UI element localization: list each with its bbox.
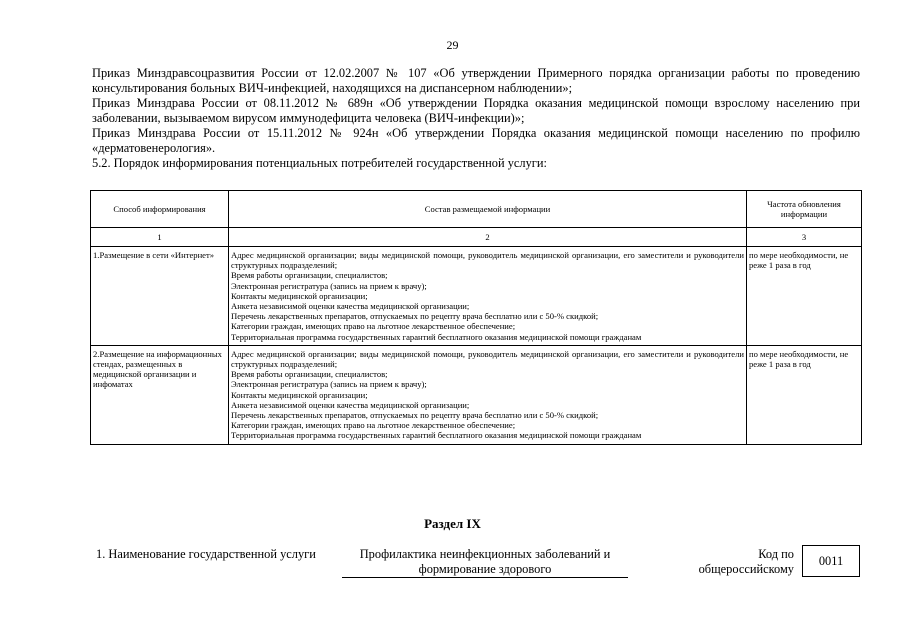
info-line: Контакты медицинской организации; [231, 290, 368, 301]
info-line: Территориальная программа государственных гарантий бесплатного оказания медицинской помощи гражданам [231, 430, 642, 441]
table-row [91, 247, 862, 346]
table-row [91, 345, 862, 444]
info-line: Территориальная программа государственных гарантий бесплатного оказания медицинской помощи гражданам [231, 331, 642, 342]
page-number: 29 [446, 38, 459, 52]
info-line: Контакты медицинской организации; [231, 389, 368, 400]
info-line: Электронная регистратура (запись на прием к врачу); [231, 280, 427, 291]
info-line: Время работы организации, специалистов; [231, 369, 388, 380]
info-cell [229, 345, 747, 444]
header-frequency: Частота обновления информации [747, 191, 862, 228]
info-line: Категории граждан, имеющих право на льготное лекарственное обеспечение; [231, 420, 516, 431]
column-number-3: 3 [747, 228, 862, 247]
info-line: Анкета независимой оценки качества медицинской организации; [231, 301, 470, 312]
code-label: Код по общероссийскому [698, 547, 794, 576]
info-line: Перечень лекарственных препаратов, отпускаемых по рецепту врача бесплатно или с 50-% скидкой; [231, 410, 599, 421]
order-924n-paragraph: Приказ Минздрава России от 15.11.2012 № 924н «Об утверждении Порядка оказания медицинской помощи населению по профилю «дерматовенерология». [92, 126, 860, 155]
column-number-1: 1 [91, 228, 229, 247]
table-number-row [91, 228, 862, 247]
info-line: Время работы организации, специалистов; [231, 270, 388, 281]
code-box: 0011 [802, 545, 860, 577]
informing-table [90, 190, 862, 445]
section-title: Раздел IX [424, 516, 481, 531]
column-number-2: 2 [229, 228, 747, 247]
info-line: Анкета независимой оценки качества медицинской организации; [231, 399, 470, 410]
informing-procedure-heading: 5.2. Порядок информирования потенциальных потребителей государственной услуги: [92, 156, 547, 170]
order-689n-paragraph: Приказ Минздрава России от 08.11.2012 № 689н «Об утверждении Порядка оказания медицинской помощи взрослому населению при заболевании, вызываемом вирусом иммунодефицита человека (ВИЧ-инфекции)»; [92, 96, 860, 125]
info-line: Электронная регистратура (запись на прием к врачу); [231, 379, 427, 390]
method-cell: 1.Размещение в сети «Интернет» [91, 247, 229, 346]
header-info: Состав размещаемой информации [229, 191, 747, 228]
header-method: Способ информирования [91, 191, 229, 228]
frequency-cell: по мере необходимости, не реже 1 раза в год [747, 247, 862, 346]
frequency-cell: по мере необходимости, не реже 1 раза в год [747, 345, 862, 444]
method-cell: 2.Размещение на информационных стендах, размещенных в медицинской организации и инфоматах [91, 345, 229, 444]
info-line: Категории граждан, имеющих право на льготное лекарственное обеспечение; [231, 321, 516, 332]
info-line: Адрес медицинской организации; виды медицинской помощи, руководитель медицинской организации, его заместители и руководители структурных подразделений; [231, 250, 744, 271]
service-label: 1. Наименование государственной услуги [96, 547, 316, 561]
info-line: Перечень лекарственных препаратов, отпускаемых по рецепту врача бесплатно или с 50-% скидкой; [231, 311, 599, 322]
table-header-row [91, 191, 862, 228]
intro-text [92, 66, 860, 171]
service-name: Профилактика неинфекционных заболеваний и формирование здорового [342, 547, 628, 578]
info-cell [229, 247, 747, 346]
order-107-paragraph: Приказ Минздравсоцразвития России от 12.02.2007 № 107 «Об утверждении Примерного порядка организации работы по проведению консультирования больных ВИЧ-инфекцией, находящихся на диспансерном наблюдении»; [92, 66, 860, 95]
info-line: Адрес медицинской организации; виды медицинской помощи, руководитель медицинской организации, его заместители и руководители структурных подразделений; [231, 348, 744, 370]
